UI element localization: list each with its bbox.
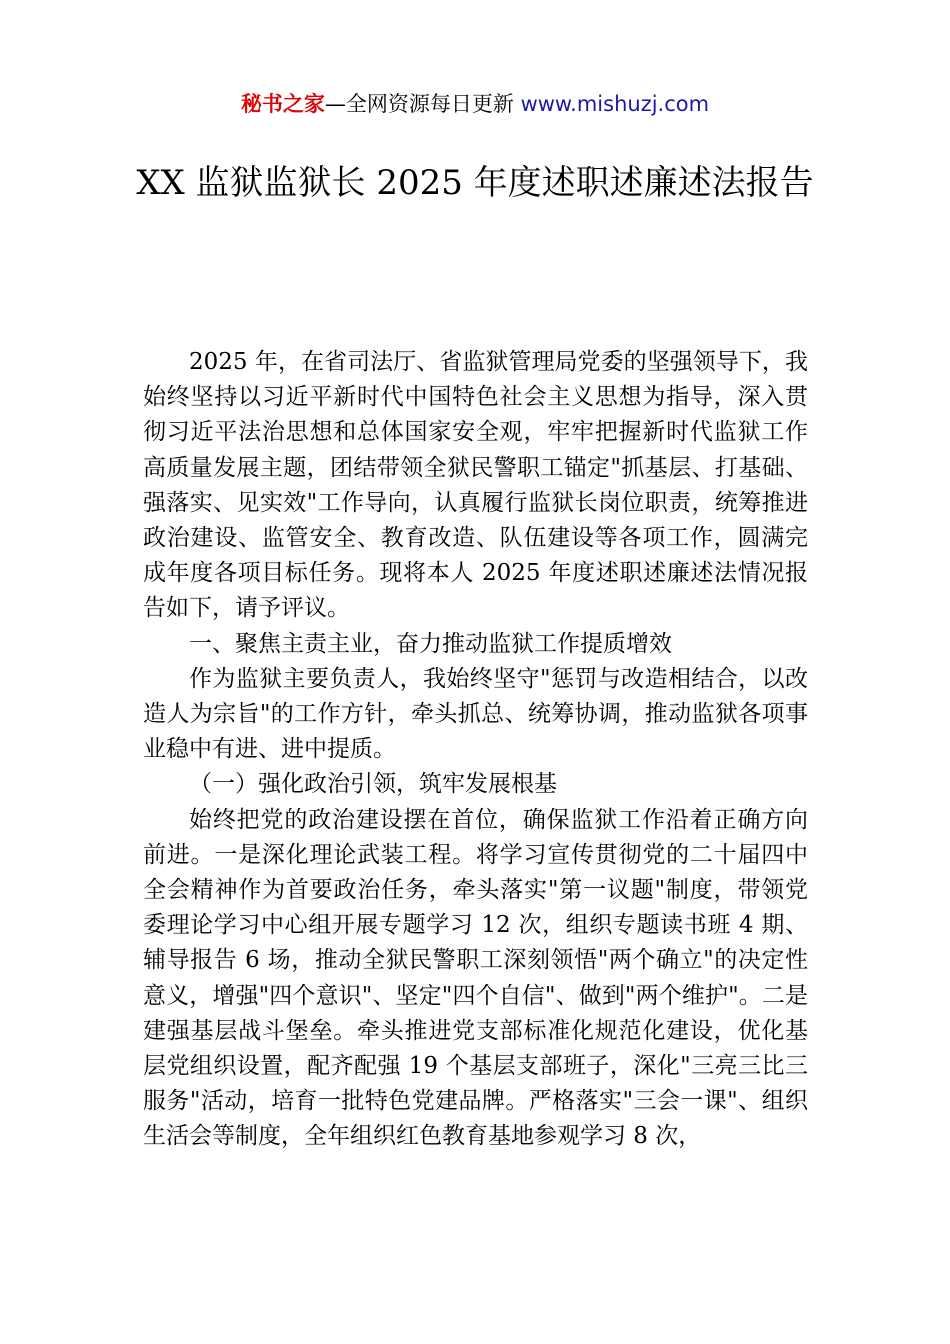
section-1-paragraph: 作为监狱主要负责人，我始终坚守"惩罚与改造相结合，以改造人为宗旨"的工作方针，牵头抓总、统筹协调，推动监狱各项事业稳中有进、进中提质。 [143, 665, 808, 763]
site-url-link[interactable]: www.mishuzj.com [520, 92, 710, 116]
site-tagline: —全网资源每日更新 [324, 92, 514, 116]
document-title: XX 监狱监狱长 2025 年度述职述廉述法报告 [136, 163, 814, 203]
intro-paragraph: 2025 年，在省司法厅、省监狱管理局党委的坚强领导下，我始终坚持以习近平新时代中国特色社会主义思想为指导，深入贯彻习近平法治思想和总体国家安全观，牢牢把握新时代监狱工作高质量发展主题，团结带领全狱民警职工锚定"抓基层、打基础、强落实、见实效"工作导向，认真履行监狱长岗位职责，统筹推进政治建设、监管安全、教育改造、队伍建设等各项工作，圆满完成年度各项目标任务。现将本人 2025 年度述职述廉述法情况报告如下，请予评议。 [143, 349, 808, 622]
subsection-heading-1: （一）强化政治引领，筑牢发展根基 [189, 771, 557, 798]
section-heading-1: 一、聚焦主责主业，奋力推动监狱工作提质增效 [189, 630, 672, 657]
site-brand: 秘书之家 [240, 92, 325, 116]
site-header [0, 88, 950, 120]
subsection-1-paragraph: 始终把党的政治建设摆在首位，确保监狱工作沿着正确方向前进。一是深化理论武装工程。将学习宣传贯彻党的二十届四中全会精神作为首要政治任务，牵头落实"第一议题"制度，带领党委理论学习中心组开展专题学习 12 次，组织专题读书班 4 期、辅导报告 6 场，推动全狱民警职工深刻领悟"两个确立"的决定性意义，增强"四个意识"、坚定"四个自信"、做到"两个维护"。二是建强基层战斗堡垒。牵头推进党支部标准化规范化建设，优化基层党组织设置，配齐配强 19 个基层支部班子，深化"三亮三比三服务"活动，培育一批特色党建品牌。严格落实"三会一课"、组织生活会等制度，全年组织红色教育基地参观学习 8 次， [143, 806, 808, 1150]
document-body [143, 345, 808, 1155]
